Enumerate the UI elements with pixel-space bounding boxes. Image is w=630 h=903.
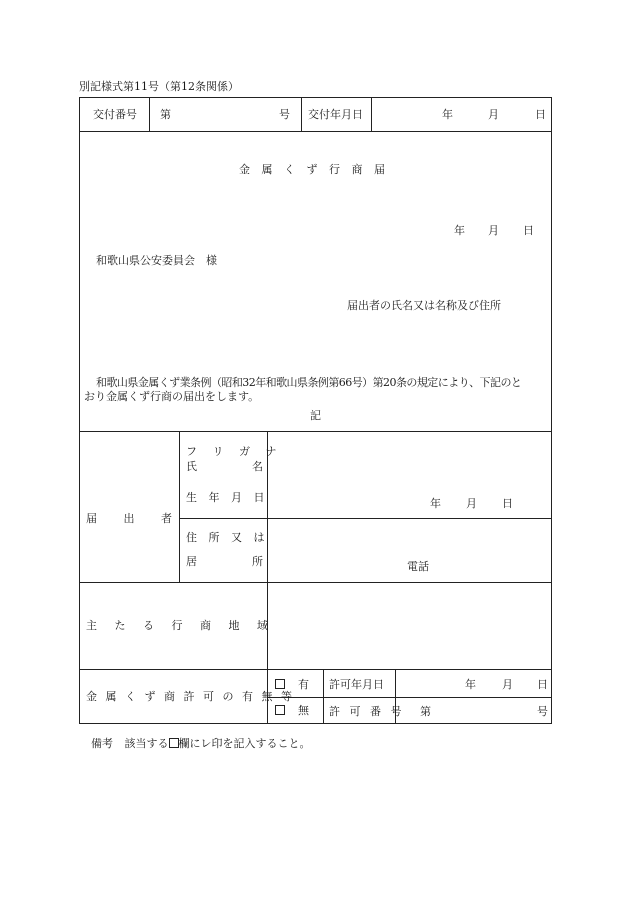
title-char: 行 xyxy=(329,163,340,176)
permit-status-char: 可 xyxy=(203,690,214,703)
name-label-char: 氏 xyxy=(186,460,197,473)
birth-month-unit: 月 xyxy=(466,497,477,510)
permit-month-unit: 月 xyxy=(502,678,513,691)
area-label xyxy=(86,620,268,631)
birthdate-char: 年 xyxy=(208,491,220,504)
area-char: た xyxy=(114,619,126,632)
rule-v-number-field xyxy=(301,97,302,131)
issue-date-label: 交付年月日 xyxy=(308,108,363,121)
birthdate-label xyxy=(186,492,265,503)
issue-date-day-unit: 日 xyxy=(535,108,546,121)
title-char: く xyxy=(284,163,295,176)
submission-month-unit: 月 xyxy=(488,224,499,237)
addressee: 和歌山県公安委員会 様 xyxy=(96,254,217,267)
area-char: 地 xyxy=(228,619,240,632)
rule-v-applicant-label xyxy=(179,431,180,582)
title-char: 金 xyxy=(239,163,250,176)
note-text-after: 欄にレ印を記入すること。 xyxy=(178,737,311,750)
issue-number-go: 号 xyxy=(279,108,290,121)
issue-date-month-unit: 月 xyxy=(488,108,499,121)
permit-number-char: 可 xyxy=(349,705,361,718)
permit-number-label xyxy=(329,706,402,717)
permit-no-checkbox[interactable] xyxy=(275,705,285,715)
area-char: 商 xyxy=(200,619,211,632)
birthdate-char: 日 xyxy=(253,491,265,504)
permit-number-go: 号 xyxy=(537,705,548,718)
applicant-label-char: 出 xyxy=(123,512,135,525)
area-char: る xyxy=(143,619,154,632)
checkbox-symbol-icon xyxy=(169,738,179,748)
permit-status-char: 商 xyxy=(164,690,175,703)
permit-number-char: 許 xyxy=(329,705,340,718)
permit-year-unit: 年 xyxy=(465,678,476,691)
phone-label: 電話 xyxy=(407,560,429,573)
address-char: 所 xyxy=(208,531,220,544)
issue-date-field[interactable] xyxy=(372,98,551,130)
note xyxy=(91,738,311,749)
permit-date-label: 許可年月日 xyxy=(329,678,384,691)
permit-status-char: 許 xyxy=(183,690,195,703)
permit-day-unit: 日 xyxy=(537,678,548,691)
note-text-before: 該当する xyxy=(124,737,169,750)
permit-status-char: 等 xyxy=(281,690,292,703)
name-label-char: 名 xyxy=(252,460,263,473)
rule-v-yesno xyxy=(323,669,324,724)
address-char: 又 xyxy=(231,531,242,544)
permit-number-char: 号 xyxy=(390,705,402,718)
address-char: は xyxy=(253,531,265,544)
body-line-1: 和歌山県金属くず業条例（昭和32年和歌山県条例第66号）第20条の規定により、下記のと xyxy=(96,376,522,389)
permit-yes-label: 有 xyxy=(298,678,309,691)
form-title xyxy=(239,164,385,175)
permit-number-dai: 第 xyxy=(420,705,431,718)
applicant-name-address-field[interactable] xyxy=(330,316,548,360)
form-id: 別記様式第11号（第12条関係） xyxy=(79,80,239,93)
permit-status-char: の xyxy=(222,690,234,703)
furigana-char: リ xyxy=(212,445,224,458)
permit-status-char: く xyxy=(125,690,136,703)
issue-date-year-unit: 年 xyxy=(442,108,453,121)
area-field[interactable] xyxy=(268,583,551,668)
submission-day-unit: 日 xyxy=(523,224,534,237)
residence-label-char: 所 xyxy=(252,555,263,568)
note-label: 備考 xyxy=(91,737,113,750)
title-char: 商 xyxy=(351,163,363,176)
permit-status-char: 無 xyxy=(261,690,273,703)
issue-number-label: 交付番号 xyxy=(93,108,137,121)
birthdate-char: 月 xyxy=(231,491,242,504)
rule-top-row xyxy=(79,131,552,132)
permit-yes-checkbox[interactable] xyxy=(275,679,285,689)
ki-heading: 記 xyxy=(310,409,321,422)
birth-year-unit: 年 xyxy=(430,497,441,510)
permit-status-char: 有 xyxy=(242,690,253,703)
birthdate-char: 生 xyxy=(186,491,197,504)
area-char: 域 xyxy=(257,619,268,632)
permit-status-char: 属 xyxy=(105,690,117,703)
furigana-char: フ xyxy=(186,445,197,458)
permit-number-char: 番 xyxy=(370,705,381,718)
title-char: 届 xyxy=(374,163,385,176)
applicant-label-char: 届 xyxy=(86,512,97,525)
applicant-label xyxy=(86,513,172,524)
applicant-name-address-label: 届出者の氏名又は名称及び住所 xyxy=(347,299,501,312)
birth-day-unit: 日 xyxy=(502,497,513,510)
furigana-char: ガ xyxy=(239,445,250,458)
area-char: 行 xyxy=(171,619,183,632)
furigana-char: ナ xyxy=(265,445,277,458)
body-line-2: おり金属くず行商の届出をします。 xyxy=(84,390,260,403)
address-label xyxy=(186,532,265,543)
issue-number-dai: 第 xyxy=(160,108,171,121)
area-char: 主 xyxy=(86,619,97,632)
furigana-label xyxy=(186,446,277,457)
issue-number-field[interactable] xyxy=(150,98,300,130)
title-char: ず xyxy=(306,163,318,176)
residence-label-char: 居 xyxy=(186,555,197,568)
permit-no-label: 無 xyxy=(298,704,309,717)
title-char: 属 xyxy=(261,163,273,176)
permit-status-char: 金 xyxy=(86,690,97,703)
permit-status-char: ず xyxy=(144,690,156,703)
submission-year-unit: 年 xyxy=(454,224,465,237)
applicant-label-char: 者 xyxy=(161,512,172,525)
permit-status-label xyxy=(86,691,292,702)
address-char: 住 xyxy=(186,531,197,544)
name-field[interactable] xyxy=(265,432,551,478)
